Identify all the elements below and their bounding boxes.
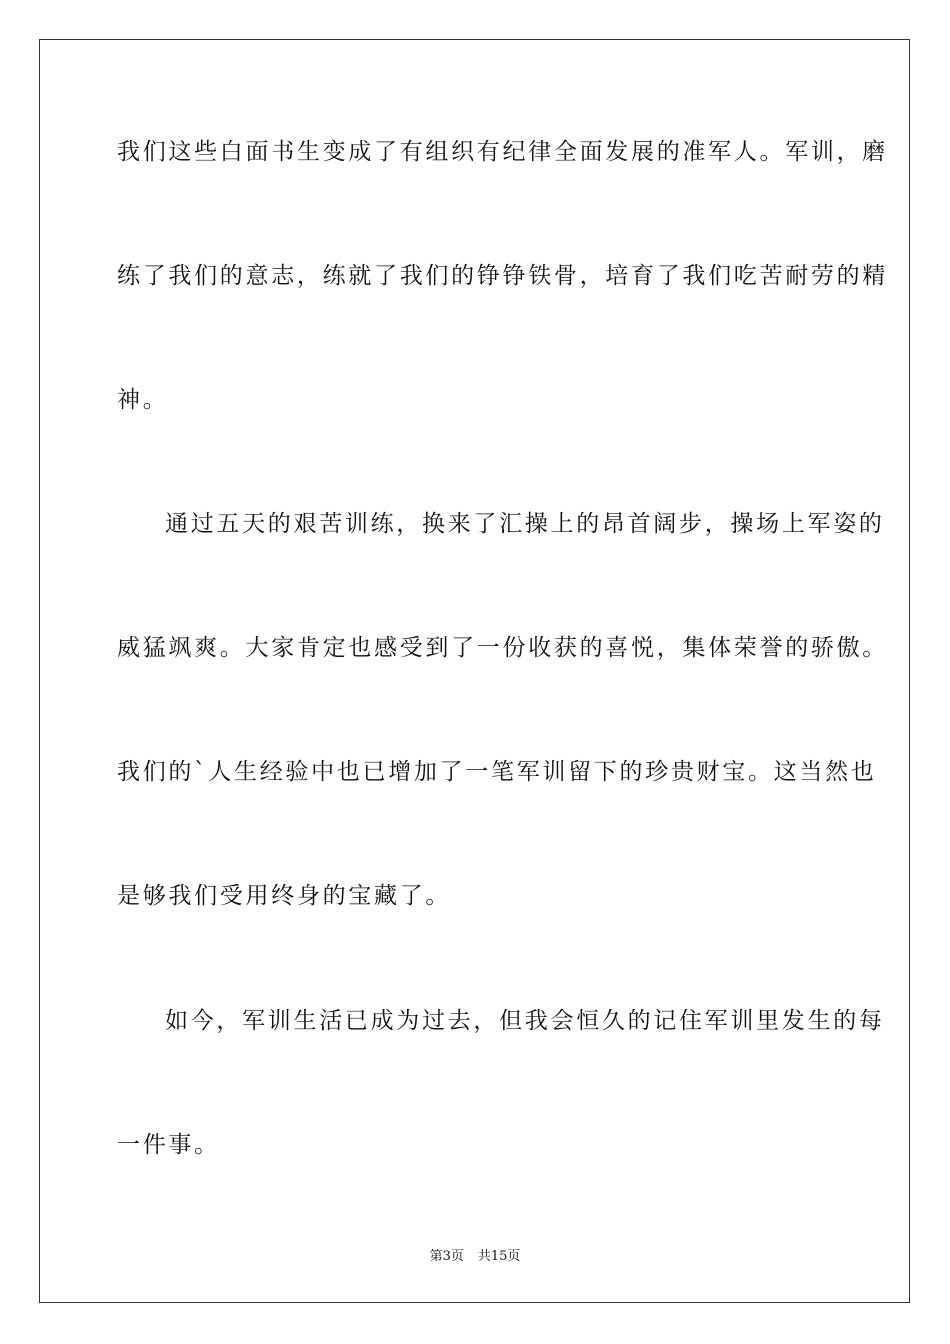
paragraph-first-line: 如今，军训生活已成为过去，但我会恒久的记住军训里发生的每 (165, 1008, 885, 1034)
page-footer (0, 1248, 950, 1266)
page-number: 第3页 (429, 1249, 464, 1264)
paragraph-first-line: 通过五天的艰苦训练，换来了汇操上的昂首阔步，操场上军姿的 (165, 511, 885, 537)
page-total: 共15页 (477, 1249, 521, 1264)
text-line: 我们的`人生经验中也已增加了一笔军训留下的珍贵财宝。这当然也 (117, 759, 877, 785)
text-line: 一件事。 (117, 1132, 220, 1158)
text-line: 我们这些白面书生变成了有组织有纪律全面发展的准军人。军训，磨 (117, 139, 888, 165)
text-line: 是够我们受用终身的宝藏了。 (117, 883, 452, 909)
page-border (39, 39, 910, 1303)
text-line: 练了我们的意志，练就了我们的铮铮铁骨，培育了我们吃苦耐劳的精 (117, 263, 888, 289)
text-line: 威猛飒爽。大家肯定也感受到了一份收获的喜悦，集体荣誉的骄傲。 (117, 635, 888, 661)
text-line: 神。 (117, 387, 169, 413)
